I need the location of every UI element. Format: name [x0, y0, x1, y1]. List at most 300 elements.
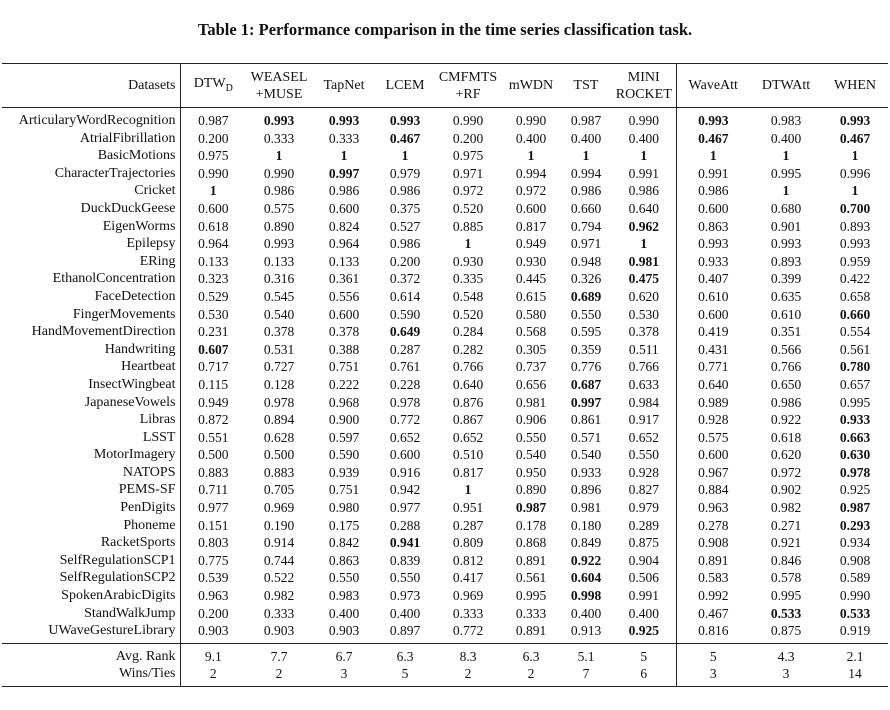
table-cell: 5 — [676, 643, 750, 665]
table-cell: 0.550 — [612, 446, 676, 464]
table-cell: 1 — [612, 147, 676, 165]
table-cell: 0.422 — [839, 271, 871, 287]
table-cell: 0.817 — [452, 464, 484, 480]
table-cell: 0.903 — [328, 623, 360, 639]
table-cell: 0.921 — [770, 535, 802, 551]
dataset-name: Cricket — [2, 182, 180, 200]
table-cell: 0.500 — [263, 447, 295, 463]
dataset-name: UWaveGestureLibrary — [2, 622, 180, 643]
table-cell: 0.824 — [328, 218, 360, 234]
table-cell: 0.656 — [515, 376, 547, 392]
table-cell: 0.863 — [328, 552, 360, 568]
table-cell: 0.510 — [452, 447, 484, 463]
table-cell: 0.990 — [612, 108, 676, 130]
table-cell: 0.967 — [698, 464, 729, 480]
table-cell: 0.400 — [570, 605, 602, 621]
table-cell: 1 — [464, 482, 472, 498]
column-header-8 — [612, 64, 676, 108]
table-row — [2, 200, 888, 218]
table-cell: 0.640 — [698, 376, 729, 392]
table-cell: 0.628 — [263, 429, 295, 445]
table-cell: 1 — [782, 183, 790, 199]
table-cell: 0.359 — [570, 341, 602, 357]
table-cell: 2.1 — [822, 643, 888, 665]
table-cell: 6.7 — [312, 643, 376, 665]
table-cell: 0.812 — [452, 552, 484, 568]
table-cell: 0.986 — [698, 183, 729, 199]
table-cell: 0.993 — [698, 236, 729, 252]
column-header-line1: MINI — [627, 69, 660, 85]
table-cell: 0.780 — [839, 359, 871, 375]
table-row — [2, 147, 888, 165]
table-cell: 0.919 — [839, 623, 871, 639]
table-cell: 0.925 — [612, 622, 676, 643]
table-cell: 0.520 — [452, 306, 484, 322]
table-cell: 0.305 — [515, 341, 547, 357]
dataset-name: PEMS-SF — [2, 481, 180, 499]
table-cell: 5.1 — [560, 643, 612, 665]
table-cell: 0.827 — [612, 481, 676, 499]
table-cell: 0.941 — [389, 535, 421, 551]
table-cell: 0.981 — [515, 394, 547, 410]
table-cell: 7.7 — [246, 643, 312, 665]
table-cell: 5 — [376, 665, 434, 686]
dataset-name: FingerMovements — [2, 306, 180, 324]
table-cell: 0.607 — [198, 341, 229, 357]
table-cell: 0.990 — [452, 113, 484, 128]
table-cell: 0.388 — [328, 341, 360, 357]
table-cell: 6 — [612, 665, 676, 686]
table-cell: 0.178 — [515, 517, 547, 533]
dataset-name: SelfRegulationSCP2 — [2, 569, 180, 587]
table-cell: 0.323 — [198, 271, 229, 287]
table-cell: 0.751 — [328, 359, 360, 375]
table-cell: 9.1 — [180, 643, 246, 665]
column-header-3 — [312, 64, 376, 108]
table-cell: 0.901 — [770, 218, 802, 234]
table-cell: 8.3 — [434, 643, 502, 665]
table-cell: 0.407 — [698, 271, 729, 287]
table-row — [2, 182, 888, 200]
table-row — [2, 552, 888, 570]
table-cell: 0.540 — [263, 306, 295, 322]
table-cell: 0.600 — [698, 200, 729, 216]
table-cell: 14 — [822, 665, 888, 686]
table-cell: 0.890 — [263, 218, 295, 234]
table-cell: 0.981 — [612, 253, 676, 271]
table-cell: 0.884 — [698, 482, 729, 498]
table-cell: 0.964 — [328, 236, 360, 252]
table-cell: 0.271 — [770, 517, 802, 533]
table-row — [2, 270, 888, 288]
table-cell: 0.906 — [515, 412, 547, 428]
table-cell: 0.776 — [570, 359, 602, 375]
table-cell: 0.885 — [452, 218, 484, 234]
column-header-2 — [246, 64, 312, 108]
table-caption: Table 1: Performance comparison in the time series classification task. — [197, 20, 693, 39]
column-header-line1: DTW — [193, 75, 226, 91]
table-row — [2, 253, 888, 271]
table-row — [2, 323, 888, 341]
table-cell: 0.993 — [263, 236, 295, 252]
table-row — [2, 376, 888, 394]
table-cell: 0.417 — [452, 570, 484, 586]
table-cell: 0.916 — [389, 464, 421, 480]
table-cell: 0.737 — [515, 359, 547, 375]
table-cell: 3 — [676, 665, 750, 686]
table-cell: 0.948 — [570, 253, 602, 269]
table-cell: 0.959 — [839, 253, 871, 269]
table-cell: 0.809 — [452, 535, 484, 551]
table-row — [2, 108, 888, 130]
dataset-name: Heartbeat — [2, 358, 180, 376]
dataset-name: ArticularyWordRecognition — [2, 108, 180, 130]
table-cell: 0.963 — [198, 588, 229, 604]
table-cell: 0.997 — [328, 165, 360, 181]
table-row — [2, 394, 888, 412]
dataset-name: HandMovementDirection — [2, 323, 180, 341]
dataset-name: ERing — [2, 253, 180, 271]
table-cell: 0.231 — [198, 324, 229, 340]
table-cell: 0.600 — [515, 200, 547, 216]
table-cell: 0.861 — [570, 412, 602, 428]
table-cell: 0.875 — [770, 623, 802, 639]
table-cell: 0.980 — [328, 500, 360, 516]
column-header-5 — [434, 64, 502, 108]
table-cell: 0.550 — [328, 570, 360, 586]
table-cell: 0.530 — [612, 306, 676, 324]
column-header-4 — [376, 64, 434, 108]
table-cell: 3 — [312, 665, 376, 686]
table-row — [2, 218, 888, 236]
table-cell: 0.400 — [612, 605, 676, 623]
table-cell: 0.333 — [328, 130, 360, 146]
table-cell: 0.133 — [328, 253, 360, 269]
table-cell: 0.942 — [389, 482, 421, 498]
table-cell: 0.986 — [612, 182, 676, 200]
table-cell: 0.717 — [198, 359, 229, 375]
table-cell: 0.151 — [198, 517, 229, 533]
table-cell: 0.846 — [770, 552, 802, 568]
table-cell: 0.949 — [198, 394, 229, 410]
table-cell: 0.766 — [612, 358, 676, 376]
table-cell: 0.902 — [770, 482, 802, 498]
column-header-line2: +RF — [455, 86, 481, 102]
table-cell: 0.561 — [839, 341, 871, 357]
table-cell: 0.995 — [515, 588, 547, 604]
table-cell: 0.978 — [263, 394, 295, 410]
table-cell: 0.554 — [839, 324, 871, 340]
table-cell: 0.618 — [198, 218, 229, 234]
table-row — [2, 464, 888, 482]
table-cell: 0.530 — [198, 306, 229, 322]
table-cell: 0.867 — [452, 412, 484, 428]
table-cell: 0.633 — [612, 376, 676, 394]
table-row — [2, 605, 888, 623]
column-header-10 — [750, 64, 822, 108]
table-cell: 0.600 — [198, 200, 229, 216]
table-cell: 0.986 — [389, 236, 421, 252]
table-cell: 0.615 — [515, 288, 547, 304]
table-cell: 0.548 — [452, 288, 484, 304]
dataset-name: BasicMotions — [2, 147, 180, 165]
column-header-line2: +MUSE — [255, 86, 303, 102]
column-header-6 — [502, 64, 560, 108]
table-cell: 0.930 — [515, 253, 547, 269]
table-cell: 0.620 — [612, 288, 676, 306]
table-cell: 0.378 — [263, 324, 295, 340]
column-header-line1: WaveAtt — [688, 78, 738, 93]
dataset-name: PenDigits — [2, 499, 180, 517]
table-cell: 0.839 — [389, 552, 421, 568]
table-cell: 0.600 — [328, 200, 360, 216]
table-cell: 1 — [582, 148, 590, 164]
table-cell: 0.775 — [198, 552, 229, 568]
table-cell: 6.3 — [376, 643, 434, 665]
table-cell: 0.772 — [389, 412, 421, 428]
table-cell: 0.175 — [328, 517, 360, 533]
table-cell: 0.333 — [263, 130, 295, 146]
table-cell: 0.993 — [328, 113, 360, 128]
table-cell: 0.766 — [770, 359, 802, 375]
table-cell: 0.891 — [515, 623, 547, 639]
table-cell: 0.816 — [698, 623, 729, 639]
table-cell: 0.990 — [198, 165, 229, 181]
table-cell: 0.399 — [770, 271, 802, 287]
table-cell: 0.590 — [389, 306, 421, 322]
table-cell: 0.993 — [389, 113, 421, 128]
table-cell: 0.550 — [389, 570, 421, 586]
table-cell: 0.180 — [570, 517, 602, 533]
table-cell: 0.200 — [198, 130, 229, 146]
table-cell: 0.583 — [698, 570, 729, 586]
table-cell: 0.949 — [515, 236, 547, 252]
column-header-line1: WEASEL — [250, 69, 308, 85]
column-header-datasets — [2, 64, 180, 108]
table-cell: 0.372 — [389, 271, 421, 287]
table-cell: 0.971 — [452, 165, 484, 181]
table-cell: 0.993 — [263, 113, 295, 128]
table-cell: 0.610 — [698, 288, 729, 304]
table-cell: 0.994 — [515, 165, 547, 181]
table-cell: 0.580 — [515, 306, 547, 322]
table-cell: 0.986 — [389, 183, 421, 199]
table-row — [2, 358, 888, 376]
table-cell: 0.930 — [452, 253, 484, 269]
table-cell: 0.522 — [263, 570, 295, 586]
table-cell: 0.550 — [515, 429, 547, 445]
table-cell: 0.511 — [612, 341, 676, 359]
dataset-name: Wins/Ties — [2, 665, 180, 686]
table-cell: 0.578 — [770, 570, 802, 586]
table-cell: 0.979 — [389, 165, 421, 181]
table-cell: 0.640 — [612, 200, 676, 218]
table-cell: 0.972 — [770, 464, 802, 480]
table-cell: 0.128 — [263, 376, 295, 392]
table-cell: 0.969 — [452, 588, 484, 604]
table-cell: 0.981 — [570, 500, 602, 516]
table-cell: 0.680 — [770, 200, 802, 216]
table-cell: 0.913 — [570, 623, 602, 639]
table-cell: 0.287 — [389, 341, 421, 357]
column-header-11 — [822, 64, 888, 108]
table-cell: 0.751 — [328, 482, 360, 498]
table-cell: 0.917 — [612, 411, 676, 429]
table-row — [2, 429, 888, 447]
dataset-name: Epilepsy — [2, 235, 180, 253]
table-cell: 0.975 — [452, 148, 484, 164]
table-cell: 2 — [180, 665, 246, 686]
table-cell: 0.431 — [698, 341, 729, 357]
table-cell: 0.652 — [389, 429, 421, 445]
table-cell: 0.600 — [698, 306, 729, 322]
table-cell: 0.922 — [570, 552, 602, 568]
table-cell: 0.982 — [263, 588, 295, 604]
dataset-name: DuckDuckGeese — [2, 200, 180, 218]
dataset-name: NATOPS — [2, 464, 180, 482]
table-cell: 0.972 — [515, 183, 547, 199]
table-cell: 0.618 — [770, 429, 802, 445]
table-cell: 0.467 — [839, 130, 871, 146]
table-cell: 0.904 — [612, 552, 676, 570]
table-cell: 0.891 — [515, 552, 547, 568]
table-cell: 0.475 — [612, 270, 676, 288]
dataset-name: Phoneme — [2, 517, 180, 535]
header-row — [2, 64, 888, 108]
dataset-name: SpokenArabicDigits — [2, 587, 180, 605]
table-cell: 0.890 — [515, 482, 547, 498]
table-cell: 0.589 — [839, 570, 871, 586]
table-cell: 0.520 — [452, 200, 484, 216]
table-cell: 0.969 — [263, 500, 295, 516]
column-header-line1: CMFMTS — [438, 69, 498, 85]
table-cell: 0.939 — [328, 464, 360, 480]
table-cell: 0.293 — [839, 517, 871, 533]
table-summary — [2, 643, 888, 686]
table-cell: 0.550 — [570, 306, 602, 322]
column-header-line1: LCEM — [385, 78, 425, 93]
table-cell: 0.190 — [263, 517, 295, 533]
table-cell: 0.928 — [698, 412, 729, 428]
table-cell: 0.868 — [515, 535, 547, 551]
table-cell: 0.467 — [698, 130, 729, 146]
column-header-line1: TapNet — [323, 78, 365, 93]
dataset-name: EthanolConcentration — [2, 270, 180, 288]
table-cell: 0.986 — [263, 183, 295, 199]
table-cell: 0.506 — [612, 569, 676, 587]
table-cell: 0.400 — [770, 130, 802, 146]
table-cell: 0.657 — [839, 376, 871, 392]
table-cell: 0.982 — [770, 500, 802, 516]
table-cell: 0.650 — [770, 376, 802, 392]
table-cell: 0.278 — [698, 517, 729, 533]
table-cell: 0.610 — [770, 306, 802, 322]
table-cell: 0.561 — [515, 570, 547, 586]
table-cell: 0.983 — [328, 588, 360, 604]
dataset-name: Libras — [2, 411, 180, 429]
dataset-name: InsectWingbeat — [2, 376, 180, 394]
dataset-name: AtrialFibrillation — [2, 130, 180, 148]
dataset-name: StandWalkJump — [2, 605, 180, 623]
table-cell: 0.620 — [770, 447, 802, 463]
table-row — [2, 517, 888, 535]
table-cell: 0.529 — [198, 288, 229, 304]
table-cell: 0.891 — [698, 552, 729, 568]
table-cell: 0.600 — [698, 447, 729, 463]
table-row — [2, 165, 888, 183]
dataset-name: CharacterTrajectories — [2, 165, 180, 183]
table-cell: 0.445 — [515, 271, 547, 287]
table-cell: 0.727 — [263, 359, 295, 375]
table-cell: 0.987 — [839, 500, 871, 516]
table-cell: 0.908 — [839, 552, 871, 568]
table-cell: 0.282 — [452, 341, 484, 357]
table-cell: 0.842 — [328, 535, 360, 551]
table-cell: 0.375 — [389, 200, 421, 216]
table-row — [2, 587, 888, 605]
table-cell: 2 — [434, 665, 502, 686]
table-cell: 0.987 — [198, 113, 229, 128]
table-cell: 0.894 — [263, 412, 295, 428]
table-cell: 1 — [209, 183, 217, 199]
table-cell: 0.635 — [770, 288, 802, 304]
table-row — [2, 534, 888, 552]
dataset-name: RacketSports — [2, 534, 180, 552]
table-cell: 0.975 — [198, 148, 229, 164]
table-cell: 0.419 — [698, 324, 729, 340]
table-cell: 0.817 — [515, 218, 547, 234]
table-cell: 0.600 — [328, 306, 360, 322]
table-cell: 0.993 — [770, 236, 802, 252]
table-cell: 0.545 — [263, 288, 295, 304]
table-cell: 0.933 — [570, 464, 602, 480]
table-cell: 0.687 — [570, 376, 602, 392]
table-cell: 0.467 — [698, 605, 729, 621]
table-cell: 0.326 — [570, 271, 602, 287]
table-cell: 0.977 — [198, 500, 229, 516]
summary-row — [2, 665, 888, 686]
table-cell: 0.964 — [198, 236, 229, 252]
table-cell: 0.595 — [570, 324, 602, 340]
table-cell: 0.400 — [570, 130, 602, 146]
table-cell: 0.772 — [452, 623, 484, 639]
table-cell: 4.3 — [750, 643, 822, 665]
column-header-7 — [560, 64, 612, 108]
column-header-line1: DTWAtt — [761, 78, 811, 93]
table-cell: 0.571 — [570, 429, 602, 445]
table-cell: 0.925 — [839, 482, 871, 498]
table-cell: 0.963 — [698, 500, 729, 516]
table-cell: 0.744 — [263, 552, 295, 568]
table-cell: 0.533 — [839, 605, 871, 621]
column-header-line1: Datasets — [128, 78, 176, 93]
table-cell: 0.540 — [515, 447, 547, 463]
table-cell: 0.400 — [515, 130, 547, 146]
table-cell: 0.977 — [389, 500, 421, 516]
table-row — [2, 235, 888, 253]
table-row — [2, 569, 888, 587]
table-cell: 0.660 — [839, 306, 871, 322]
table-cell: 0.933 — [698, 253, 729, 269]
table-cell: 0.378 — [612, 323, 676, 341]
summary-row — [2, 643, 888, 665]
table-cell: 0.883 — [263, 464, 295, 480]
table-cell: 0.527 — [389, 218, 421, 234]
table-row — [2, 288, 888, 306]
table-cell: 0.287 — [452, 517, 484, 533]
table-cell: 0.863 — [698, 218, 729, 234]
table-cell: 0.467 — [389, 130, 421, 146]
